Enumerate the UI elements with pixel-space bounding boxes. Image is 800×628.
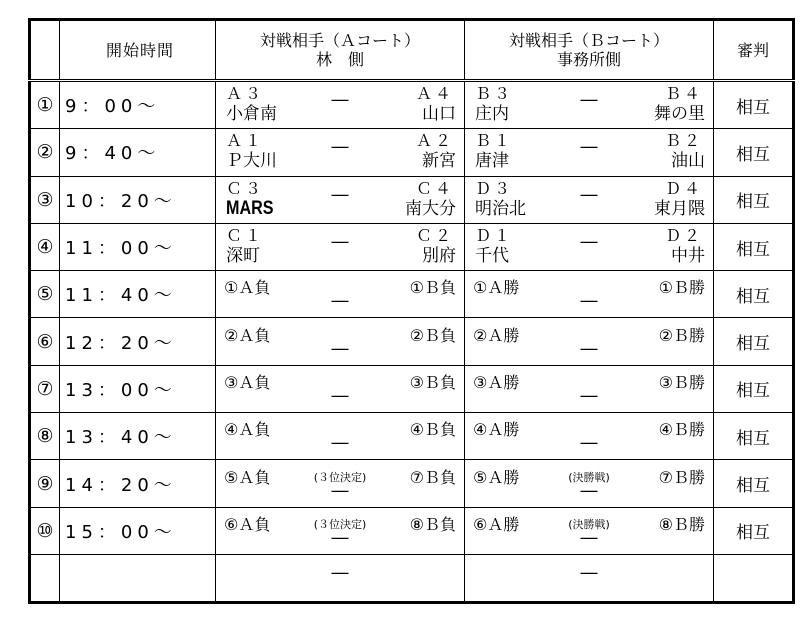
- team2-name: 新宮: [422, 151, 456, 172]
- team1-code: Ａ１: [226, 131, 265, 151]
- header-start-time: 開始時間: [60, 20, 216, 81]
- court-b-cell: [465, 223, 714, 270]
- start-time: 11：40～: [60, 271, 216, 318]
- match-number: ④: [30, 223, 60, 270]
- table-row: [30, 176, 794, 223]
- match-number: ⑥: [30, 318, 60, 365]
- match-b: [465, 413, 713, 459]
- court-b-cell: [465, 554, 714, 602]
- team1-code: Ｃ３: [226, 178, 265, 198]
- team1-slot: ④Ａ負: [224, 420, 271, 440]
- match-a: [216, 129, 464, 175]
- match-b: [465, 555, 713, 601]
- team2-name: 別府: [422, 246, 456, 267]
- match-a: [216, 366, 464, 412]
- court-a-cell: [216, 271, 465, 318]
- match-a: [216, 461, 464, 507]
- team2-slot: ⑦Ｂ勝: [658, 467, 705, 487]
- team1-name: 唐津: [475, 151, 509, 172]
- match-number: ②: [30, 129, 60, 176]
- match-note: (３位決定): [313, 517, 367, 531]
- dash-separator: ―: [580, 527, 598, 548]
- team1-slot: ①Ａ負: [224, 278, 271, 298]
- header-court-b: [465, 20, 714, 81]
- dash-separator: ―: [331, 385, 349, 406]
- team2-code: Ｂ４: [664, 84, 703, 104]
- start-time: [60, 554, 216, 602]
- team1-slot: ②Ａ負: [224, 325, 271, 345]
- match-a: [216, 508, 464, 554]
- match-number: ③: [30, 176, 60, 223]
- schedule-table: [28, 18, 795, 604]
- team2-slot: ⑦Ｂ負: [409, 467, 456, 487]
- referee: 相互: [714, 271, 794, 318]
- referee: [714, 554, 794, 602]
- table-row: [30, 554, 794, 602]
- match-number: ⑤: [30, 271, 60, 318]
- court-b-cell: [465, 81, 714, 129]
- team2-slot: ⑧Ｂ負: [409, 514, 456, 534]
- dash-separator: ―: [580, 137, 598, 158]
- team2-slot: ③Ｂ負: [409, 372, 456, 392]
- dash-separator: ―: [331, 433, 349, 454]
- dash-separator: ―: [331, 184, 349, 205]
- dash-separator: ―: [331, 480, 349, 501]
- match-a: [216, 271, 464, 317]
- dash-separator: ―: [331, 232, 349, 253]
- team2-name: 舞の里: [654, 104, 705, 125]
- team1-slot: ⑥Ａ勝: [473, 514, 520, 534]
- table-row: [30, 318, 794, 365]
- court-a-cell: [216, 318, 465, 365]
- header-court-a-line2: 林 側: [315, 50, 364, 69]
- team1-slot: ③Ａ負: [224, 372, 271, 392]
- team2-slot: ④Ｂ負: [409, 420, 456, 440]
- dash-separator: ―: [331, 137, 349, 158]
- dash-separator: ―: [580, 563, 598, 584]
- team1-name: 明治北: [475, 198, 526, 219]
- court-b-cell: [465, 413, 714, 460]
- match-a: [216, 224, 464, 270]
- team2-name: 山口: [422, 104, 456, 125]
- match-a: [216, 319, 464, 365]
- header-court-b-line1: 対戦相手（Ｂコート）: [508, 31, 669, 50]
- team1-code: Ｂ３: [475, 84, 514, 104]
- header-row: [30, 20, 794, 81]
- start-time: 9：40～: [60, 129, 216, 176]
- referee: 相互: [714, 460, 794, 507]
- header-referee: 審判: [714, 20, 794, 81]
- match-a: [216, 82, 464, 128]
- start-time: 13：40～: [60, 413, 216, 460]
- match-b: [465, 461, 713, 507]
- table-row: [30, 413, 794, 460]
- court-a-cell: [216, 365, 465, 412]
- match-b: [465, 129, 713, 175]
- dash-separator: ―: [580, 291, 598, 312]
- referee: 相互: [714, 129, 794, 176]
- court-b-cell: [465, 271, 714, 318]
- dash-separator: ―: [580, 433, 598, 454]
- match-number: [30, 554, 60, 602]
- team2-code: Ｂ２: [664, 131, 703, 151]
- court-a-cell: [216, 554, 465, 602]
- dash-separator: ―: [331, 291, 349, 312]
- match-a: [216, 413, 464, 459]
- team1-name: Ｐ大川: [226, 151, 277, 172]
- start-time: 12：20～: [60, 318, 216, 365]
- match-b: [465, 366, 713, 412]
- team1-slot: ⑥Ａ負: [224, 514, 271, 534]
- start-time: 14：20～: [60, 460, 216, 507]
- header-court-b-line2: 事務所側: [556, 50, 621, 69]
- dash-separator: ―: [580, 338, 598, 359]
- team1-name: 小倉南: [226, 104, 277, 125]
- dash-separator: ―: [580, 184, 598, 205]
- match-note: (決勝戦): [568, 517, 610, 531]
- team2-code: Ｄ４: [664, 178, 703, 198]
- match-number: ⑩: [30, 507, 60, 554]
- team1-name: 庄内: [475, 104, 509, 125]
- court-a-cell: [216, 413, 465, 460]
- start-time: 13：00～: [60, 365, 216, 412]
- team1-slot: ④Ａ勝: [473, 420, 520, 440]
- match-a: [216, 177, 464, 223]
- table-row: [30, 129, 794, 176]
- table-row: [30, 223, 794, 270]
- referee: 相互: [714, 223, 794, 270]
- dash-separator: ―: [331, 527, 349, 548]
- team1-slot: ⑤Ａ勝: [473, 467, 520, 487]
- match-b: [465, 271, 713, 317]
- referee: 相互: [714, 365, 794, 412]
- dash-separator: ―: [331, 90, 349, 111]
- match-number: ⑨: [30, 460, 60, 507]
- match-b: [465, 224, 713, 270]
- team2-code: Ａ４: [415, 84, 454, 104]
- match-note: (３位決定): [313, 470, 367, 484]
- court-b-cell: [465, 507, 714, 554]
- table-row: [30, 507, 794, 554]
- team2-slot: ⑧Ｂ勝: [658, 514, 705, 534]
- team2-slot: ④Ｂ勝: [658, 420, 705, 440]
- team2-slot: ②Ｂ負: [409, 325, 456, 345]
- match-number: ⑧: [30, 413, 60, 460]
- dash-separator: ―: [580, 480, 598, 501]
- team1-slot: ③Ａ勝: [473, 372, 520, 392]
- match-number: ⑦: [30, 365, 60, 412]
- court-a-cell: [216, 81, 465, 129]
- team1-code: Ｃ１: [226, 226, 265, 246]
- court-b-cell: [465, 129, 714, 176]
- court-b-cell: [465, 460, 714, 507]
- referee: 相互: [714, 507, 794, 554]
- team2-slot: ①Ｂ負: [409, 278, 456, 298]
- team1-code: Ｄ１: [475, 226, 514, 246]
- team1-name: 千代: [475, 246, 509, 267]
- referee: 相互: [714, 81, 794, 129]
- team2-code: Ｃ４: [415, 178, 454, 198]
- team1-slot: ②Ａ勝: [473, 325, 520, 345]
- header-court-a: [216, 20, 465, 81]
- court-b-cell: [465, 318, 714, 365]
- match-b: [465, 508, 713, 554]
- team1-code: Ｂ１: [475, 131, 514, 151]
- header-court-a-line1: 対戦相手（Ａコート）: [259, 31, 420, 50]
- dash-separator: ―: [580, 385, 598, 406]
- court-a-cell: [216, 129, 465, 176]
- team1-slot: ①Ａ勝: [473, 278, 520, 298]
- court-a-cell: [216, 223, 465, 270]
- team2-code: Ａ２: [415, 131, 454, 151]
- table-row: [30, 271, 794, 318]
- team1-code: Ｄ３: [475, 178, 514, 198]
- match-a: [216, 555, 464, 601]
- team2-slot: ③Ｂ勝: [658, 372, 705, 392]
- team2-name: 南大分: [405, 198, 456, 219]
- team1-name: 深町: [226, 246, 260, 267]
- dash-separator: ―: [331, 338, 349, 359]
- team2-slot: ②Ｂ勝: [658, 325, 705, 345]
- match-b: [465, 319, 713, 365]
- court-a-cell: [216, 460, 465, 507]
- start-time: 15：00～: [60, 507, 216, 554]
- court-a-cell: [216, 176, 465, 223]
- team1-code: Ａ３: [226, 84, 265, 104]
- match-b: [465, 82, 713, 128]
- header-number: [30, 20, 60, 81]
- court-a-cell: [216, 507, 465, 554]
- team2-name: 東月隈: [654, 198, 705, 219]
- team1-name: MARS: [226, 197, 274, 219]
- match-note: (決勝戦): [568, 470, 610, 484]
- referee: 相互: [714, 318, 794, 365]
- referee: 相互: [714, 413, 794, 460]
- table-row: [30, 365, 794, 412]
- match-b: [465, 177, 713, 223]
- team2-code: Ｄ２: [664, 226, 703, 246]
- court-b-cell: [465, 365, 714, 412]
- court-b-cell: [465, 176, 714, 223]
- team2-name: 油山: [671, 151, 705, 172]
- referee: 相互: [714, 176, 794, 223]
- team2-code: Ｃ２: [415, 226, 454, 246]
- team2-slot: ①Ｂ勝: [658, 278, 705, 298]
- dash-separator: ―: [580, 90, 598, 111]
- start-time: 10：20～: [60, 176, 216, 223]
- dash-separator: ―: [580, 232, 598, 253]
- dash-separator: ―: [331, 563, 349, 584]
- table-row: [30, 460, 794, 507]
- team1-slot: ⑤Ａ負: [224, 467, 271, 487]
- start-time: 9：00～: [60, 81, 216, 129]
- start-time: 11：00～: [60, 223, 216, 270]
- table-row: [30, 81, 794, 129]
- match-number: ①: [30, 81, 60, 129]
- team2-name: 中井: [671, 246, 705, 267]
